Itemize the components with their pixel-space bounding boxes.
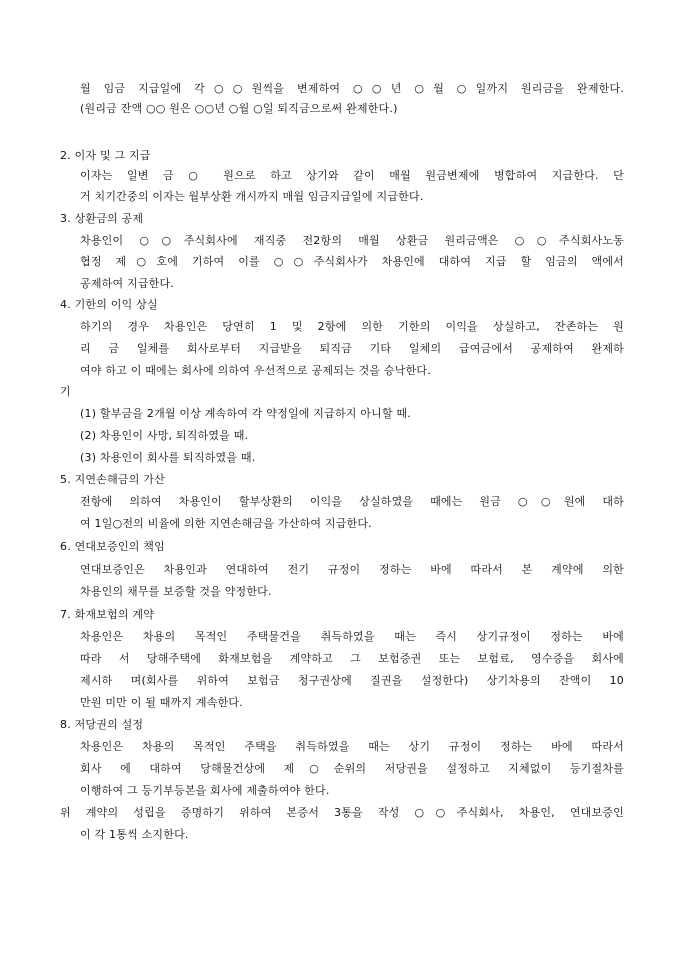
- section-4-heading: 4. 기한의 이익 상실: [60, 298, 158, 311]
- section-2-line-1: 이자는 일변 금 ○ 원으로 하고 상기와 같이 매월 원금변제에 병합하여 지급한다. 단: [80, 169, 624, 182]
- section-4-line-3: 여야 하고 이 때에는 회사에 의하여 우선적으로 공제되는 것을 승낙한다.: [80, 364, 431, 377]
- section-7-line-1: 차용인은 차용의 목적인 주택물건을 취득하였을 때는 즉시 상기규정이 정하는 바에: [80, 630, 624, 643]
- section-8-line-2: 회사 에 대하여 당해물건상에 제○순위의 저당권을 설정하고 지체없이 등기절차를: [80, 762, 624, 775]
- section-7-line-2: 따라 서 당해주택에 화재보험을 계약하고 그 보험증권 또는 보험료, 영수증을 회사에: [80, 652, 624, 665]
- closing-line-1: 위 계약의 성립을 증명하기 위하여 본증서 3통을 작성 ○○주식회사, 차용인, 연대보증인: [60, 806, 624, 819]
- section-3-line-2: 협정 제○호에 기하여 이를 ○○주식회사가 차용인에 대하여 지급 할 임금의 액에서: [80, 255, 624, 268]
- section-7-heading: 7. 화재보험의 계약: [60, 608, 155, 621]
- section-8-line-1: 차용인은 차용의 목적인 주택을 취득하였을 때는 상기 규정이 정하는 바에 따라서: [80, 740, 624, 753]
- section-4-line-2: 리 금 일체를 회사로부터 지급받을 퇴직금 기타 일체의 급여금에서 공제하여 완제하: [80, 342, 624, 355]
- section-3-heading: 3. 상환금의 공제: [60, 212, 144, 225]
- gi-item-1: (1) 할부금을 2개월 이상 계속하여 각 약정일에 지급하지 아니할 때.: [80, 407, 411, 420]
- gi-item-3: (3) 차용인이 회사를 퇴직하였을 때.: [80, 451, 256, 464]
- section-8-heading: 8. 저당권의 설정: [60, 718, 144, 731]
- section-2-line-2: 거 치기간중의 이자는 월부상환 개시까지 매월 임금지급일에 지급한다.: [80, 190, 424, 203]
- section-2-heading: 2. 이자 및 그 지급: [60, 149, 151, 162]
- closing-line-2: 이 각 1통씩 소지한다.: [80, 828, 189, 841]
- section-5-heading: 5. 지연손해금의 가산: [60, 473, 165, 486]
- section-6-heading: 6. 연대보증인의 책임: [60, 540, 165, 553]
- section-4-line-1: 하기의 경우 차용인은 당연히 1 및 2항에 의한 기한의 이익을 상실하고, 잔존하는 원: [80, 320, 624, 333]
- intro-line-2: (원리금 잔액 ○○ 원은 ○○년 ○월 ○일 퇴직금으로써 완제한다.): [80, 102, 398, 115]
- section-8-line-3: 이행하여 그 등기부등본을 회사에 제출하여야 한다.: [80, 784, 330, 797]
- section-6-line-2: 차용인의 채무를 보증할 것을 약정한다.: [80, 585, 272, 598]
- gi-item-2: (2) 차용인이 사망, 퇴직하였을 때.: [80, 429, 249, 442]
- section-7-line-3: 제시하 며(회사를 위하여 보험금 청구권상에 질권을 설정한다) 상기차용의 잔액이 10: [80, 674, 624, 687]
- intro-line-1: 월 임금 지급일에 각○○원씩을 변제하여 ○○년 ○월 ○일까지 원리금을 완제한다.: [80, 82, 624, 95]
- gi-label: 기: [60, 385, 71, 398]
- section-5-line-1: 전항에 의하여 차용인이 할부상환의 이익을 상실하였을 때에는 원금 ○○원에 대하: [80, 495, 624, 508]
- section-7-line-4: 만원 미만 이 될 때까지 계속한다.: [80, 696, 243, 709]
- section-3-line-3: 공제하여 지급한다.: [80, 277, 175, 290]
- section-5-line-2: 여 1일○전의 비율에 의한 지연손해금을 가산하여 지급한다.: [80, 517, 372, 530]
- section-6-line-1: 연대보증인은 차용인과 연대하여 전기 규정이 정하는 바에 따라서 본 계약에 의한: [80, 563, 624, 576]
- section-3-line-1: 차용인이 ○○주식회사에 재직중 전2항의 매월 상환금 원리금액은 ○○주식회사노동: [80, 234, 624, 247]
